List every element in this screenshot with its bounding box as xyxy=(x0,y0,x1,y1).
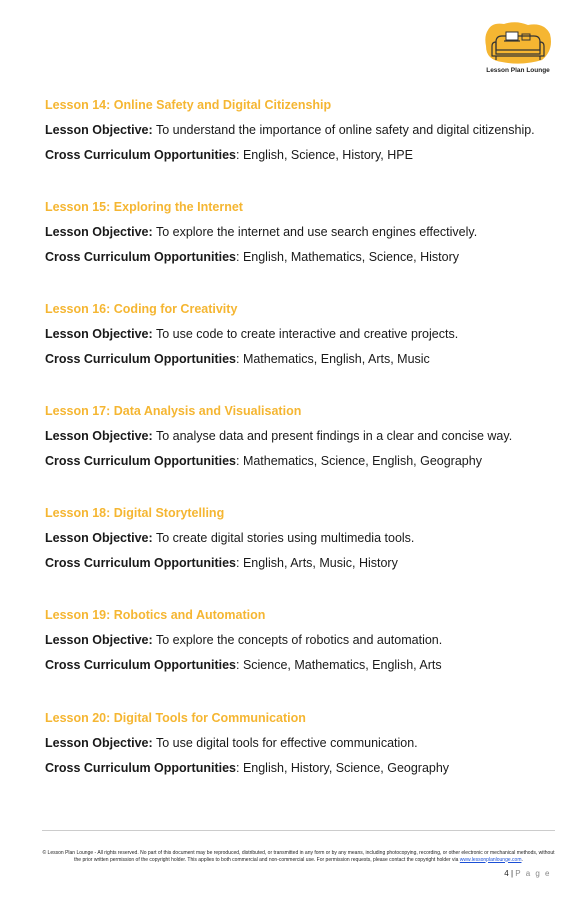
cross-label: Cross Curriculum Opportunities xyxy=(45,761,236,775)
objective-text: To analyse data and present findings in a clear and concise way. xyxy=(155,429,513,443)
objective-label: Lesson Objective: xyxy=(45,736,153,750)
cross-curriculum xyxy=(45,249,555,265)
lesson-14 xyxy=(45,97,555,163)
page-label: P a g e xyxy=(515,869,551,878)
sofa-laptop-logo-icon xyxy=(482,20,554,68)
objective-text: To understand the importance of online safety and digital citizenship. xyxy=(155,123,535,137)
page-number xyxy=(504,869,551,878)
footer-copyright xyxy=(42,850,555,863)
lesson-20 xyxy=(45,710,555,776)
cross-label: Cross Curriculum Opportunities xyxy=(45,148,236,162)
lesson-title: Lesson 19: Robotics and Automation xyxy=(45,608,266,622)
objective-label: Lesson Objective: xyxy=(45,327,153,341)
objective-label: Lesson Objective: xyxy=(45,429,153,443)
lesson-16 xyxy=(45,301,555,367)
objective-text: To use digital tools for effective communication. xyxy=(155,736,418,750)
page-separator: | xyxy=(508,869,516,878)
page-number-value: 4 xyxy=(504,869,509,878)
cross-text: : English, Mathematics, Science, History xyxy=(236,250,459,264)
objective-text: To explore the concepts of robotics and automation. xyxy=(155,633,443,647)
cross-curriculum xyxy=(45,351,555,367)
lesson-title: Lesson 16: Coding for Creativity xyxy=(45,302,238,316)
objective-label: Lesson Objective: xyxy=(45,531,153,545)
objective-label: Lesson Objective: xyxy=(45,123,153,137)
logo-text: Lesson Plan Lounge xyxy=(486,67,550,74)
cross-label: Cross Curriculum Opportunities xyxy=(45,556,236,570)
cross-text: : English, Arts, Music, History xyxy=(236,556,398,570)
cross-text: : Mathematics, English, Arts, Music xyxy=(236,352,430,366)
cross-label: Cross Curriculum Opportunities xyxy=(45,352,236,366)
logo xyxy=(482,20,554,78)
lesson-19 xyxy=(45,607,555,673)
lesson-17 xyxy=(45,403,555,469)
cross-text: : Mathematics, Science, English, Geography xyxy=(236,454,482,468)
objective-label: Lesson Objective: xyxy=(45,225,153,239)
lesson-title: Lesson 14: Online Safety and Digital Citizenship xyxy=(45,98,332,112)
objective-label: Lesson Objective: xyxy=(45,633,153,647)
cross-curriculum xyxy=(45,147,555,163)
objective-text: To use code to create interactive and creative projects. xyxy=(155,327,459,341)
objective-text: To create digital stories using multimedia tools. xyxy=(155,531,415,545)
cross-curriculum xyxy=(45,760,555,776)
link-suffix: . xyxy=(521,856,523,863)
lesson-title: Lesson 18: Digital Storytelling xyxy=(45,506,225,520)
lesson-title: Lesson 15: Exploring the Internet xyxy=(45,200,243,214)
cross-text: : English, History, Science, Geography xyxy=(236,761,450,775)
lesson-18 xyxy=(45,505,555,571)
lesson-objective xyxy=(45,326,555,342)
lesson-objective xyxy=(45,735,555,751)
cross-text: : English, Science, History, HPE xyxy=(236,148,413,162)
lesson-objective xyxy=(45,428,555,444)
footer-divider xyxy=(42,830,555,831)
website-link[interactable]: www.lessonplanlounge.com xyxy=(459,856,522,863)
lesson-15 xyxy=(45,199,555,265)
lesson-objective xyxy=(45,530,555,546)
lesson-objective xyxy=(45,632,555,648)
objective-text: To explore the internet and use search engines effectively. xyxy=(155,225,478,239)
cross-curriculum xyxy=(45,555,555,571)
cross-curriculum xyxy=(45,453,555,469)
cross-label: Cross Curriculum Opportunities xyxy=(45,454,236,468)
cross-label: Cross Curriculum Opportunities xyxy=(45,658,236,672)
cross-text: : Science, Mathematics, English, Arts xyxy=(236,658,442,672)
copyright-text: © Lesson Plan Lounge - All rights reserved. No part of this document may be reproduced, distributed, or transmitted in any form or by any means, including photocopying, recording, or other electronic or mechanical methods, without the prior written permission of the copyright holder. This applies to both commercial and non-commercial use. For permission requests, please contact the copyright holder via xyxy=(42,850,555,863)
cross-label: Cross Curriculum Opportunities xyxy=(45,250,236,264)
cross-curriculum xyxy=(45,657,555,673)
lesson-objective xyxy=(45,122,555,138)
lesson-title: Lesson 17: Data Analysis and Visualisation xyxy=(45,404,302,418)
lesson-objective xyxy=(45,224,555,240)
lesson-title: Lesson 20: Digital Tools for Communication xyxy=(45,711,306,725)
